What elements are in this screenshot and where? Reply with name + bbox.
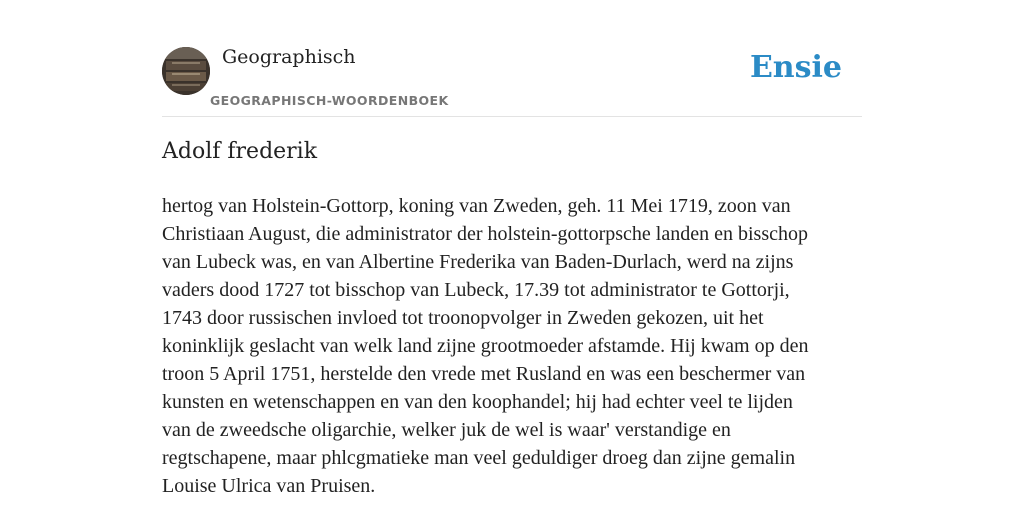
- brand-logo-link[interactable]: Ensie: [749, 50, 842, 85]
- entry-body-line: regtschapene, maar phlcgmatieke man veel geduldiger droeg dan zijne gemalin: [162, 447, 796, 469]
- source-subtitle-link[interactable]: GEOGRAPHISCH-WOORDENBOEK: [210, 93, 449, 108]
- entry-body-line: Louise Ulrica van Pruisen.: [162, 475, 376, 497]
- entry-body-line: van de zweedsche oligarchie, welker juk de wel is waar' verstandige en: [162, 419, 731, 441]
- entry-body: [162, 192, 862, 500]
- entry-body-line: van Lubeck was, en van Albertine Frederika van Baden-Durlach, werd na zijns: [162, 251, 794, 273]
- book-spines-avatar-icon[interactable]: [162, 47, 210, 95]
- entry-body-line: 1743 door russischen invloed tot troonopvolger in Zweden gekozen, uit het: [162, 307, 764, 329]
- entry-body-line: koninklijk geslacht van welk land zijne grootmoeder afstamde. Hij kwam op den: [162, 335, 809, 357]
- source-header: [162, 0, 862, 117]
- entry-body-line: vaders dood 1727 tot bisschop van Lubeck, 17.39 tot administrator te Gottorji,: [162, 279, 790, 301]
- entry-body-line: hertog van Holstein-Gottorp, koning van Zweden, geh. 11 Mei 1719, zoon van: [162, 195, 791, 217]
- entry-body-line: Christiaan August, die administrator der holstein-gottorpsche landen en bisschop: [162, 223, 808, 245]
- entry-title: Adolf frederik: [162, 139, 318, 164]
- entry-body-line: kunsten en wetenschappen en van den koophandel; hij had echter veel te lijden: [162, 391, 793, 413]
- source-title-link[interactable]: Geographisch: [222, 46, 356, 68]
- entry-body-line: troon 5 April 1751, herstelde den vrede met Rusland en was een beschermer van: [162, 363, 806, 385]
